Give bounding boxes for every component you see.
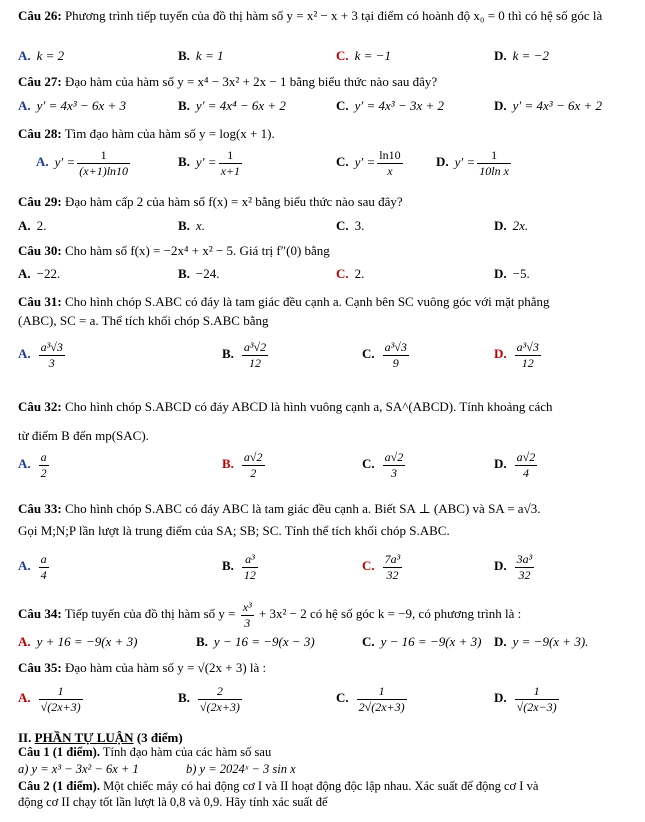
q31-b-num: a³√2 [243, 340, 267, 354]
q29-b: x. [195, 218, 205, 233]
q29-options [18, 218, 633, 237]
q31-d-den: 12 [521, 356, 534, 370]
q34-d-label: D. [494, 634, 507, 649]
q32-d-den: 4 [522, 466, 529, 480]
q35-b-num: 2 [198, 684, 242, 700]
q33-label: Câu 33: [18, 501, 62, 516]
q31-options [18, 340, 633, 382]
q30-c-label: C. [336, 266, 349, 281]
question-34 [18, 596, 633, 632]
q34-a-label: A. [18, 634, 31, 649]
q31-c-num: a³√3 [384, 340, 407, 354]
q30-text: Cho hàm số f(x) = −2x⁴ + x² − 5. Giá trị f″(0) bằng [64, 243, 330, 258]
q34-frac-num: x³ [242, 599, 252, 614]
q32-d-num: a√2 [516, 450, 536, 464]
q26-c: k = −1 [354, 48, 391, 63]
q31-text-line1: Cho hình chóp S.ABC có đáy là tam giác đều cạnh a. Cạnh bên SC vuông góc với mặt phẳng [64, 294, 550, 309]
q33-b-label: B. [222, 558, 234, 574]
q32-b-num: a√2 [243, 450, 263, 464]
q32-c-den: 3 [390, 466, 397, 480]
q31-b-label: B. [222, 346, 234, 362]
q35-d-den: √(2x−3) [516, 700, 557, 714]
q32-c-num: a√2 [384, 450, 404, 464]
q26-a-label: A. [18, 48, 31, 63]
q26-d-label: D. [494, 48, 507, 63]
question-26 [18, 6, 633, 25]
q31-d-num: a³√3 [516, 340, 539, 354]
q28-c-fraction [377, 148, 402, 179]
c2-label: Câu 2 (1 điểm). [18, 779, 100, 793]
q31-a-num: a³√3 [40, 340, 63, 354]
q32-text-line2: từ điểm B đến mp(SAC). [18, 428, 149, 443]
q32-a-num: a [40, 450, 47, 464]
q33-a-num: a [40, 552, 47, 566]
q33-b-num: a³ [242, 552, 258, 568]
q34-b-label: B. [196, 634, 208, 649]
q28-a-num: 1 [77, 148, 130, 164]
q30-d: −5. [512, 266, 530, 281]
q28-b-label: B. [178, 154, 190, 170]
q26-b: k = 1 [195, 48, 224, 63]
q33-text-line2: Gọi M;N;P lần lượt là trung điểm của SA; SB; SC. Tính thể tích khối chóp S.ABC. [18, 523, 450, 538]
q27-c: y′ = 4x³ − 3x + 2 [354, 98, 445, 113]
q28-c-den: x [387, 164, 393, 178]
q35-a-num: 1 [39, 684, 83, 700]
q33-b-den: 12 [243, 568, 256, 582]
question-28 [18, 124, 633, 143]
q28-c-label: C. [336, 154, 349, 170]
c1-part-a: a) y = x³ − 3x² − 6x + 1 [18, 762, 139, 776]
q31-b-den: 12 [249, 356, 262, 370]
q28-d-fraction [477, 148, 511, 179]
q27-c-label: C. [336, 98, 349, 113]
q27-a: y′ = 4x³ − 6x + 3 [36, 98, 127, 113]
q35-b-label: B. [178, 690, 190, 706]
q30-d-label: D. [494, 266, 507, 281]
q33-d-den: 32 [518, 568, 531, 582]
q27-b-label: B. [178, 98, 190, 113]
q26-a: k = 2 [36, 48, 65, 63]
essay-question-2 [18, 778, 633, 810]
part-two-roman: II. [18, 730, 32, 745]
q35-d-label: D. [494, 690, 507, 706]
q29-c-label: C. [336, 218, 349, 233]
q34-frac-den: 3 [244, 615, 251, 630]
question-32 [18, 392, 633, 450]
q27-label: Câu 27: [18, 74, 62, 89]
q33-d-label: D. [494, 558, 507, 574]
q29-text: Đạo hàm cấp 2 của hàm số f(x) = x² bằng biểu thức nào sau đây? [64, 194, 403, 209]
q32-b-fraction [242, 450, 265, 481]
q30-a: −22. [36, 266, 61, 281]
q33-a-label: A. [18, 558, 31, 574]
q31-d-label: D. [494, 346, 507, 362]
q28-c-prefix: y′ = [354, 154, 376, 170]
q33-text-line1: Cho hình chóp S.ABC có đáy ABC là tam giác đều cạnh a. Biết SA ⊥ (ABC) và SA = a√3. [64, 501, 541, 516]
essay-question-1 [18, 744, 633, 761]
q30-label: Câu 30: [18, 243, 62, 258]
q32-text-line1: Cho hình chóp S.ABCD có đáy ABCD là hình vuông cạnh a, SA^(ABCD). Tính khoảng cách [64, 399, 553, 414]
q32-a-den: 2 [40, 466, 47, 480]
q29-d-label: D. [494, 218, 507, 233]
q31-a-fraction [39, 340, 65, 371]
q27-d-label: D. [494, 98, 507, 113]
q32-a-label: A. [18, 456, 31, 472]
q35-c-label: C. [336, 690, 349, 706]
q35-label: Câu 35: [18, 660, 62, 675]
q35-b-den: √(2x+3) [199, 700, 240, 714]
q27-b: y′ = 4x⁴ − 6x + 2 [195, 98, 286, 113]
q29-a: 2. [36, 218, 47, 233]
q35-c-den: 2√(2x+3) [358, 700, 405, 714]
q27-d: y′ = 4x³ − 6x + 2 [512, 98, 603, 113]
q32-c-fraction [383, 450, 406, 481]
q28-a-fraction [77, 148, 130, 179]
q27-text: Đạo hàm của hàm số y = x⁴ − 3x² + 2x − 1 bằng biểu thức nào sau đây? [64, 74, 438, 89]
q32-a-fraction [39, 450, 49, 481]
q29-d: 2x. [512, 218, 529, 233]
q28-options [18, 148, 633, 188]
q32-c-label: C. [362, 456, 375, 472]
c1-part-b: b) y = 2024ˣ − 3 sin x [186, 762, 296, 776]
q26-c-label: C. [336, 48, 349, 63]
q34-b: y − 16 = −9(x − 3) [213, 634, 315, 649]
q35-a-den: √(2x+3) [40, 700, 81, 714]
c1-parts [18, 762, 633, 779]
q29-c: 3. [354, 218, 365, 233]
q28-a-den: (x+1)ln10 [79, 164, 129, 178]
c2-text-line1: Một chiếc máy có hai động cơ I và II hoạt động độc lập nhau. Xác suất để động cơ I và [103, 779, 539, 793]
q34-label: Câu 34: [18, 606, 62, 621]
q34-a: y + 16 = −9(x + 3) [36, 634, 138, 649]
question-27 [18, 72, 633, 91]
q27-options [18, 98, 633, 117]
q30-options [18, 266, 633, 285]
c1-label: Câu 1 (1 điểm). [18, 745, 100, 759]
q30-c: 2. [354, 266, 365, 281]
q31-c-fraction [383, 340, 409, 371]
q28-c-num: ln10 [379, 148, 401, 162]
q34-text-pre: Tiếp tuyến của đồ thị hàm số y = [64, 606, 236, 621]
q33-a-den: 4 [40, 568, 47, 582]
q33-options [18, 552, 633, 594]
q33-c-den: 32 [386, 568, 399, 582]
q32-b-den: 2 [250, 466, 257, 480]
q28-d-prefix: y′ = [454, 154, 476, 170]
q28-b-prefix: y′ = [195, 154, 217, 170]
question-30 [18, 241, 633, 260]
q32-options [18, 450, 633, 492]
q31-a-den: 3 [48, 356, 55, 370]
q26-label: Câu 26: [18, 8, 62, 23]
q34-text-post: + 3x² − 2 có hệ số góc k = −9, có phương trình là : [258, 606, 522, 621]
q28-d-num: 1 [477, 148, 511, 164]
q35-text: Đạo hàm của hàm số y = √(2x + 3) là : [64, 660, 267, 675]
q31-d-fraction [515, 340, 541, 371]
question-33 [18, 498, 633, 542]
question-31 [18, 292, 633, 330]
q31-c-label: C. [362, 346, 375, 362]
q33-a-fraction [39, 552, 49, 583]
q33-d-num: 3a³ [516, 552, 533, 566]
q26-b-label: B. [178, 48, 190, 63]
q35-d-num: 1 [515, 684, 559, 700]
q32-label: Câu 32: [18, 399, 62, 414]
q34-c-label: C. [362, 634, 375, 649]
c2-text-line2: động cơ II chạy tốt lần lượt là 0,8 và 0,9. Hãy tính xác suất để [18, 795, 328, 809]
q28-b-den: x+1 [220, 164, 240, 178]
q28-d-label: D. [436, 154, 449, 170]
q33-b-fraction [242, 552, 258, 583]
q30-b-label: B. [178, 266, 190, 281]
q28-d-den: 10ln x [479, 164, 509, 178]
q31-c-den: 9 [392, 356, 399, 370]
q35-c-num: 1 [357, 684, 407, 700]
q34-c: y − 16 = −9(x + 3) [380, 634, 482, 649]
q35-b-fraction [198, 684, 242, 715]
q28-text: Tìm đạo hàm của hàm số y = log(x + 1). [64, 126, 275, 141]
q28-b-fraction [219, 148, 242, 179]
q29-a-label: A. [18, 218, 31, 233]
question-35 [18, 658, 633, 677]
q28-label: Câu 28: [18, 126, 62, 141]
q31-b-fraction [242, 340, 268, 371]
part-two-title: PHẦN TỰ LUẬN [34, 730, 134, 745]
q29-b-label: B. [178, 218, 190, 233]
q28-a-prefix: y′ = [54, 154, 76, 170]
part-two-points: (3 điểm) [136, 730, 183, 745]
c1-text: Tính đạo hàm của các hàm số sau [102, 745, 272, 759]
q35-a-label: A. [18, 690, 31, 706]
q32-d-label: D. [494, 456, 507, 472]
q30-b: −24. [195, 266, 220, 281]
q35-options [18, 684, 633, 726]
q28-a-label: A. [36, 154, 49, 170]
q35-c-fraction [357, 684, 407, 715]
q29-label: Câu 29: [18, 194, 62, 209]
q35-a-fraction [39, 684, 83, 715]
q33-c-label: C. [362, 558, 375, 574]
question-29 [18, 192, 633, 211]
q26-text: Phương trình tiếp tuyến của đồ thị hàm số y = x² − x + 3 tại điểm có hoành độ x₀ = 0 thì có hệ số góc là [64, 8, 603, 23]
q28-b-num: 1 [219, 148, 242, 164]
q26-d: k = −2 [512, 48, 549, 63]
q31-text-line2: (ABC), SC = a. Thể tích khối chóp S.ABC bằng [18, 313, 269, 328]
q34-options [18, 634, 633, 653]
q33-c-num: 7a³ [384, 552, 401, 566]
q30-a-label: A. [18, 266, 31, 281]
q27-a-label: A. [18, 98, 31, 113]
q32-d-fraction [515, 450, 538, 481]
q33-c-fraction [383, 552, 403, 583]
q31-a-label: A. [18, 346, 31, 362]
q35-d-fraction [515, 684, 559, 715]
q26-options [18, 48, 633, 67]
q31-label: Câu 31: [18, 294, 62, 309]
q34-fraction [241, 600, 254, 631]
q32-b-label: B. [222, 456, 234, 472]
q33-d-fraction [515, 552, 535, 583]
q34-d: y = −9(x + 3). [512, 634, 589, 649]
